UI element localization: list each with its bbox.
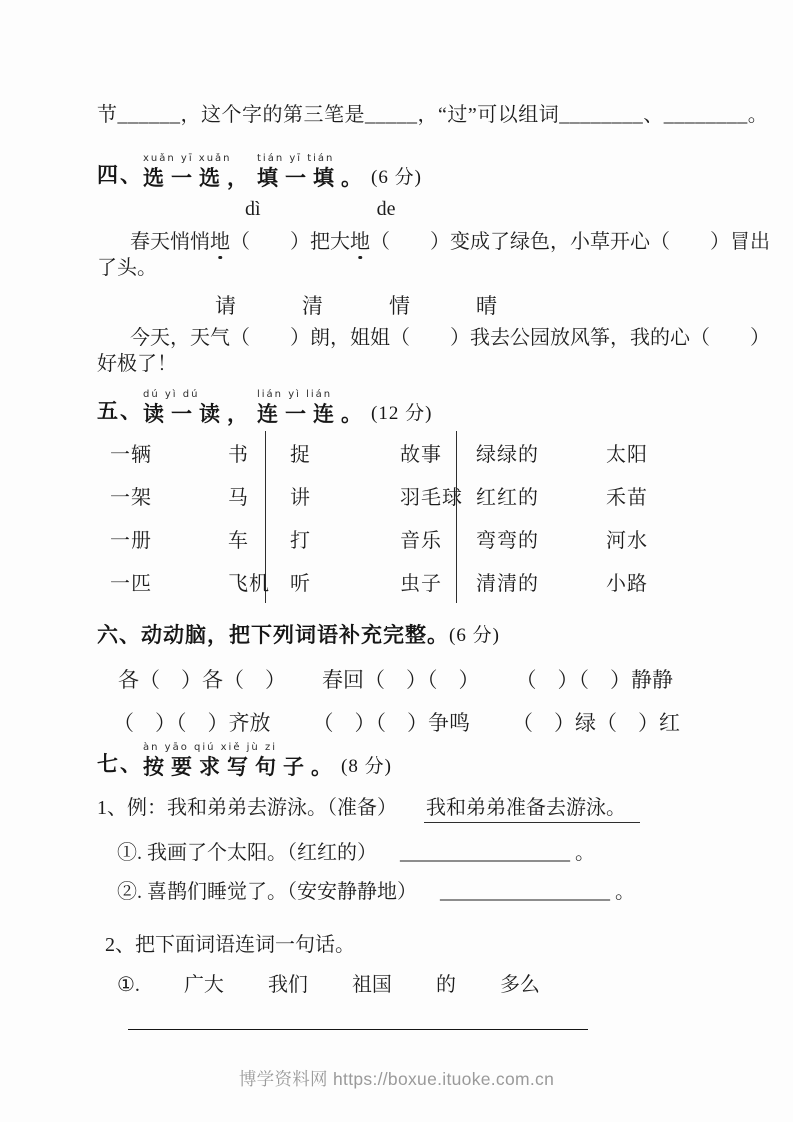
match-left: 弯弯的 (476, 530, 539, 553)
match-right: 虫子 (400, 573, 442, 596)
sentence-sub2 (117, 879, 757, 905)
passage1-part: （ ）变成了绿色，小草开心（ ）冒出 (370, 231, 770, 254)
match-right: 音乐 (400, 530, 442, 553)
sentence-item1-label: 1、例：我和弟弟去游泳。（准备） (97, 797, 397, 820)
word-blank-phrase: 各（ ）各（ ） (118, 668, 286, 693)
match-left: 打 (290, 530, 311, 553)
section7-title-text: 按要求写句子。 (143, 756, 339, 780)
section5-heading (97, 390, 757, 427)
choice-qing1: 请 (215, 294, 236, 319)
choice-qing3: 情 (389, 294, 410, 319)
word-completion-row1 (118, 667, 757, 693)
section7-heading (97, 743, 757, 780)
match-left: 红红的 (476, 487, 539, 510)
section5-title1-text: 读一读， (143, 403, 255, 427)
passage1-emph-de: 地 (210, 231, 230, 254)
choice-qing4: 晴 (476, 294, 497, 319)
fill-blank-lead-line: 节______，这个字的第三笔是_____，“过”可以组词________、________。 (97, 104, 769, 126)
sentence-sub2-period: 。 (615, 881, 635, 904)
word-arrange-num: ①. (117, 974, 140, 997)
choice-de: de (376, 198, 396, 221)
word-arrange-word: 祖国 (351, 974, 392, 997)
section4-title-part1 (143, 154, 255, 191)
sentence-sub1-period: 。 (575, 842, 595, 865)
match-right: 羽毛球 (400, 487, 463, 510)
section7-number: 七、 (97, 753, 143, 777)
word-completion-row2 (113, 710, 757, 736)
section7-pinyin: àn yāo qiú xiě jù zi (143, 742, 277, 754)
match-left: 一匹 (110, 573, 152, 596)
section4-pinyin2: tián yī tián (257, 153, 335, 164)
passage2-line1: 今天，天气（ ）朗，姐姐（ ）我去公园放风筝，我的心（ ） (130, 327, 770, 350)
section4-title2-text: 填一填。 (257, 167, 369, 190)
sentence-sub2-text: ②. 喜鹊们睡觉了。（安安静静地） (117, 881, 417, 904)
section5-title-part2 (257, 390, 369, 427)
match-right: 小路 (606, 573, 648, 596)
choice-di: dì (245, 198, 261, 221)
section4-score: (6 分) (371, 167, 422, 189)
passage1-part: 春天悄悄 (130, 231, 210, 254)
choice-row-qing (215, 294, 757, 318)
section5-title2-text: 连一连。 (257, 403, 369, 427)
sentence-item1 (97, 795, 757, 821)
section4-heading (97, 154, 757, 191)
match-right: 书 (228, 444, 249, 467)
matching-group-2 (266, 431, 463, 603)
sentence-sub2-blank: _________________ (440, 881, 610, 904)
match-right: 飞机 (228, 573, 270, 596)
sentence-sub1-blank: _________________ (400, 842, 570, 865)
match-left: 一册 (110, 530, 152, 553)
word-blank-phrase: 春回（ ）（ ） (322, 668, 480, 693)
passage2-line2: 好极了！ (97, 353, 177, 376)
sentence-sub1-text: ①. 我画了个太阳。（红红的） (117, 842, 377, 865)
passage1-emph-de2: 地 (350, 231, 370, 254)
section7-title-part (143, 743, 339, 780)
section4-number: 四、 (97, 164, 143, 188)
section7-score: (8 分) (341, 756, 392, 778)
footer-watermark: 博学资料网 https://boxue.ituoke.com.cn (238, 1069, 555, 1089)
section5-title-part1 (143, 390, 255, 427)
word-blank-phrase: （ ）（ ）争鸣 (312, 711, 470, 736)
sentence-sub1 (117, 840, 757, 866)
match-right: 故事 (400, 444, 442, 467)
match-left: 听 (290, 573, 311, 596)
word-blank-phrase: （ ）（ ）静静 (515, 668, 673, 693)
section5-pinyin1: dú yì dú (143, 389, 200, 401)
word-arrange-word: 我们 (267, 974, 308, 997)
passage1-part: （ ）把大 (230, 231, 350, 254)
answer-write-line (128, 1029, 588, 1030)
match-left: 捉 (290, 444, 311, 467)
matching-group-3 (457, 431, 711, 603)
matching-group-1 (97, 431, 270, 603)
section5-number: 五、 (97, 400, 143, 424)
passage1-line1 (97, 229, 770, 255)
match-left: 一架 (110, 487, 152, 510)
section4-title-part2 (257, 154, 369, 191)
match-left: 清清的 (476, 573, 539, 596)
choice-qing2: 清 (302, 294, 323, 319)
match-right: 太阳 (606, 444, 648, 467)
word-blank-phrase: （ ）绿（ ）红 (512, 711, 680, 736)
section4-title1-text: 选一选， (143, 167, 255, 190)
section6-title: 六、动动脑，把下列词语补充完整。 (97, 624, 449, 648)
word-arrange-word: 的 (435, 974, 456, 997)
match-right: 河水 (606, 530, 648, 553)
word-arrange-word: 多么 (499, 974, 540, 997)
match-right: 马 (228, 487, 249, 510)
word-arrange-word: 广大 (183, 974, 224, 997)
match-right: 车 (228, 530, 249, 553)
match-left: 绿绿的 (476, 444, 539, 467)
section5-pinyin2: lián yì lián (257, 389, 333, 401)
worksheet-content (97, 103, 770, 1030)
passage1-line2: 了头。 (97, 257, 157, 280)
section6-heading (97, 619, 757, 649)
sentence-item1-answer-underlined: 我和弟弟准备去游泳。 (424, 797, 640, 823)
word-blank-phrase: （ ）（ ）齐放 (113, 711, 271, 736)
section6-score: (6 分) (449, 625, 500, 647)
section4-pinyin1: xuǎn yī xuǎn (143, 153, 232, 164)
section5-score: (12 分) (371, 403, 433, 425)
match-right: 禾苗 (606, 487, 648, 510)
word-arrange-row (117, 972, 757, 998)
choice-row-di-de (245, 198, 757, 220)
match-left: 一辆 (110, 444, 152, 467)
match-left: 讲 (290, 487, 311, 510)
sentence-item2: 2、把下面词语连词一句话。 (105, 934, 355, 957)
matching-table (97, 431, 757, 603)
